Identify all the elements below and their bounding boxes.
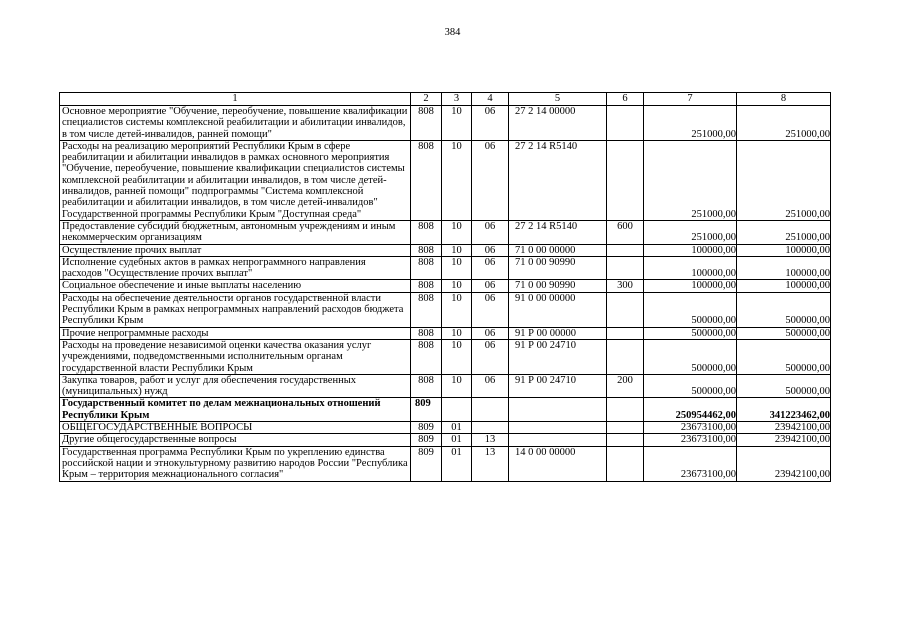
row-amount-2: 341223462,00 [737, 398, 831, 422]
row-subsection: 13 [472, 434, 509, 446]
row-section: 01 [442, 446, 472, 481]
row-amount-1: 23673100,00 [644, 422, 737, 434]
row-section: 10 [442, 374, 472, 398]
row-section: 10 [442, 106, 472, 141]
row-amount-1: 251000,00 [644, 220, 737, 244]
row-amount-1: 100000,00 [644, 280, 737, 292]
row-amount-2: 251000,00 [737, 140, 831, 220]
column-header: 1 [60, 93, 411, 106]
row-section: 01 [442, 434, 472, 446]
row-expense-type [607, 292, 644, 327]
column-header: 7 [644, 93, 737, 106]
row-name: Государственная программа Республики Крым по укреплению единства российской нации и этнокультурному развитию народов России "Республика Крым – территория межнационального согласия" [60, 446, 411, 481]
row-amount-1: 500000,00 [644, 374, 737, 398]
row-expense-type [607, 140, 644, 220]
table-row [60, 434, 831, 446]
row-subsection: 13 [472, 446, 509, 481]
row-target-article [509, 422, 607, 434]
row-amount-2: 500000,00 [737, 292, 831, 327]
column-header: 6 [607, 93, 644, 106]
row-amount-1: 23673100,00 [644, 446, 737, 481]
row-target-article: 71 0 00 90990 [509, 280, 607, 292]
column-header: 2 [411, 93, 442, 106]
column-header: 8 [737, 93, 831, 106]
row-target-article [509, 434, 607, 446]
column-header: 5 [509, 93, 607, 106]
row-grbs: 808 [411, 140, 442, 220]
row-target-article: 27 2 14 R5140 [509, 140, 607, 220]
row-section: 10 [442, 339, 472, 374]
row-amount-2: 100000,00 [737, 280, 831, 292]
row-target-article: 91 Р 00 24710 [509, 374, 607, 398]
row-expense-type [607, 434, 644, 446]
row-section: 10 [442, 292, 472, 327]
table-row [60, 140, 831, 220]
row-amount-2: 100000,00 [737, 256, 831, 280]
row-subsection: 06 [472, 339, 509, 374]
table-row [60, 398, 831, 422]
row-section: 10 [442, 256, 472, 280]
row-amount-1: 250954462,00 [644, 398, 737, 422]
row-grbs: 808 [411, 256, 442, 280]
row-amount-2: 500000,00 [737, 327, 831, 339]
row-subsection: 06 [472, 256, 509, 280]
row-amount-2: 23942100,00 [737, 422, 831, 434]
row-target-article: 71 0 00 90990 [509, 256, 607, 280]
row-section: 01 [442, 422, 472, 434]
row-grbs: 808 [411, 339, 442, 374]
row-name: Исполнение судебных актов в рамках непрограммного направления расходов "Осуществление прочих выплат" [60, 256, 411, 280]
row-subsection: 06 [472, 140, 509, 220]
row-subsection: 06 [472, 280, 509, 292]
row-subsection [472, 398, 509, 422]
row-grbs: 809 [411, 398, 442, 422]
page-number: 384 [444, 27, 461, 38]
row-section [442, 398, 472, 422]
table-row [60, 339, 831, 374]
row-subsection: 06 [472, 327, 509, 339]
row-subsection [472, 422, 509, 434]
row-amount-1: 500000,00 [644, 292, 737, 327]
row-target-article: 71 0 00 00000 [509, 244, 607, 256]
row-amount-2: 23942100,00 [737, 434, 831, 446]
row-amount-2: 23942100,00 [737, 446, 831, 481]
row-amount-1: 251000,00 [644, 140, 737, 220]
row-name: Осуществление прочих выплат [60, 244, 411, 256]
row-expense-type [607, 106, 644, 141]
row-grbs: 809 [411, 446, 442, 481]
table-row [60, 106, 831, 141]
row-expense-type [607, 327, 644, 339]
row-expense-type: 200 [607, 374, 644, 398]
row-target-article: 14 0 00 00000 [509, 446, 607, 481]
column-header: 3 [442, 93, 472, 106]
row-section: 10 [442, 244, 472, 256]
row-name: Другие общегосударственные вопросы [60, 434, 411, 446]
row-expense-type [607, 256, 644, 280]
row-amount-1: 100000,00 [644, 256, 737, 280]
table-row [60, 374, 831, 398]
row-name: Расходы на обеспечение деятельности органов государственной власти Республики Крым в рамках непрограммных направлений расходов бюджета Республики Крым [60, 292, 411, 327]
row-grbs: 808 [411, 374, 442, 398]
row-grbs: 808 [411, 292, 442, 327]
row-grbs: 808 [411, 220, 442, 244]
table-row [60, 446, 831, 481]
row-amount-2: 251000,00 [737, 106, 831, 141]
table-row [60, 280, 831, 292]
row-target-article [509, 398, 607, 422]
row-section: 10 [442, 327, 472, 339]
row-amount-1: 500000,00 [644, 339, 737, 374]
row-expense-type [607, 244, 644, 256]
row-name: Закупка товаров, работ и услуг для обеспечения государственных (муниципальных) нужд [60, 374, 411, 398]
row-expense-type: 600 [607, 220, 644, 244]
row-amount-2: 500000,00 [737, 374, 831, 398]
row-name: Расходы на проведение независимой оценки качества оказания услуг учреждениями, подведомственными исполнительным органам государственной власти Республики Крым [60, 339, 411, 374]
row-subsection: 06 [472, 220, 509, 244]
row-target-article: 91 Р 00 24710 [509, 339, 607, 374]
row-amount-1: 500000,00 [644, 327, 737, 339]
table-row [60, 244, 831, 256]
row-name: Предоставление субсидий бюджетным, автономным учреждениям и иным некоммерческим организациям [60, 220, 411, 244]
table-row [60, 292, 831, 327]
table-header-row [60, 93, 831, 106]
row-amount-1: 100000,00 [644, 244, 737, 256]
row-amount-1: 251000,00 [644, 106, 737, 141]
row-amount-2: 251000,00 [737, 220, 831, 244]
row-amount-2: 100000,00 [737, 244, 831, 256]
row-target-article: 27 2 14 R5140 [509, 220, 607, 244]
row-expense-type [607, 339, 644, 374]
row-grbs: 808 [411, 106, 442, 141]
row-name: Государственный комитет по делам межнациональных отношений Республики Крым [60, 398, 411, 422]
row-expense-type [607, 398, 644, 422]
row-expense-type [607, 446, 644, 481]
table-row [60, 422, 831, 434]
row-amount-1: 23673100,00 [644, 434, 737, 446]
row-grbs: 809 [411, 422, 442, 434]
budget-table [59, 92, 831, 482]
row-target-article: 91 0 00 00000 [509, 292, 607, 327]
row-subsection: 06 [472, 374, 509, 398]
column-header: 4 [472, 93, 509, 106]
row-name: Расходы на реализацию мероприятий Республики Крым в сфере реабилитации и абилитации инвалидов в рамках основного мероприятия "Обучение, переобучение, повышение квалификации специалистов системы комплексной реабилитации и абилитации инвалидов, в том числе детей-инвалидов, ранней помощи" подпрограммы "Система комплексной реабилитации и абилитации инвалидов, в том числе детей-инвалидов" Государственной программы Республики Крым "Доступная среда" [60, 140, 411, 220]
row-subsection: 06 [472, 292, 509, 327]
table-row [60, 327, 831, 339]
row-grbs: 809 [411, 434, 442, 446]
row-name: Основное мероприятие "Обучение, переобучение, повышение квалификации специалистов системы комплексной реабилитации и абилитации инвалидов, в том числе детей-инвалидов, ранней помощи" [60, 106, 411, 141]
row-grbs: 808 [411, 327, 442, 339]
row-name: ОБЩЕГОСУДАРСТВЕННЫЕ ВОПРОСЫ [60, 422, 411, 434]
row-expense-type [607, 422, 644, 434]
row-subsection: 06 [472, 244, 509, 256]
row-section: 10 [442, 280, 472, 292]
row-target-article: 27 2 14 00000 [509, 106, 607, 141]
row-grbs: 808 [411, 280, 442, 292]
row-section: 10 [442, 220, 472, 244]
row-grbs: 808 [411, 244, 442, 256]
row-name: Социальное обеспечение и иные выплаты населению [60, 280, 411, 292]
row-section: 10 [442, 140, 472, 220]
table-row [60, 256, 831, 280]
row-subsection: 06 [472, 106, 509, 141]
table-row [60, 220, 831, 244]
row-target-article: 91 Р 00 00000 [509, 327, 607, 339]
row-name: Прочие непрограммные расходы [60, 327, 411, 339]
row-expense-type: 300 [607, 280, 644, 292]
row-amount-2: 500000,00 [737, 339, 831, 374]
